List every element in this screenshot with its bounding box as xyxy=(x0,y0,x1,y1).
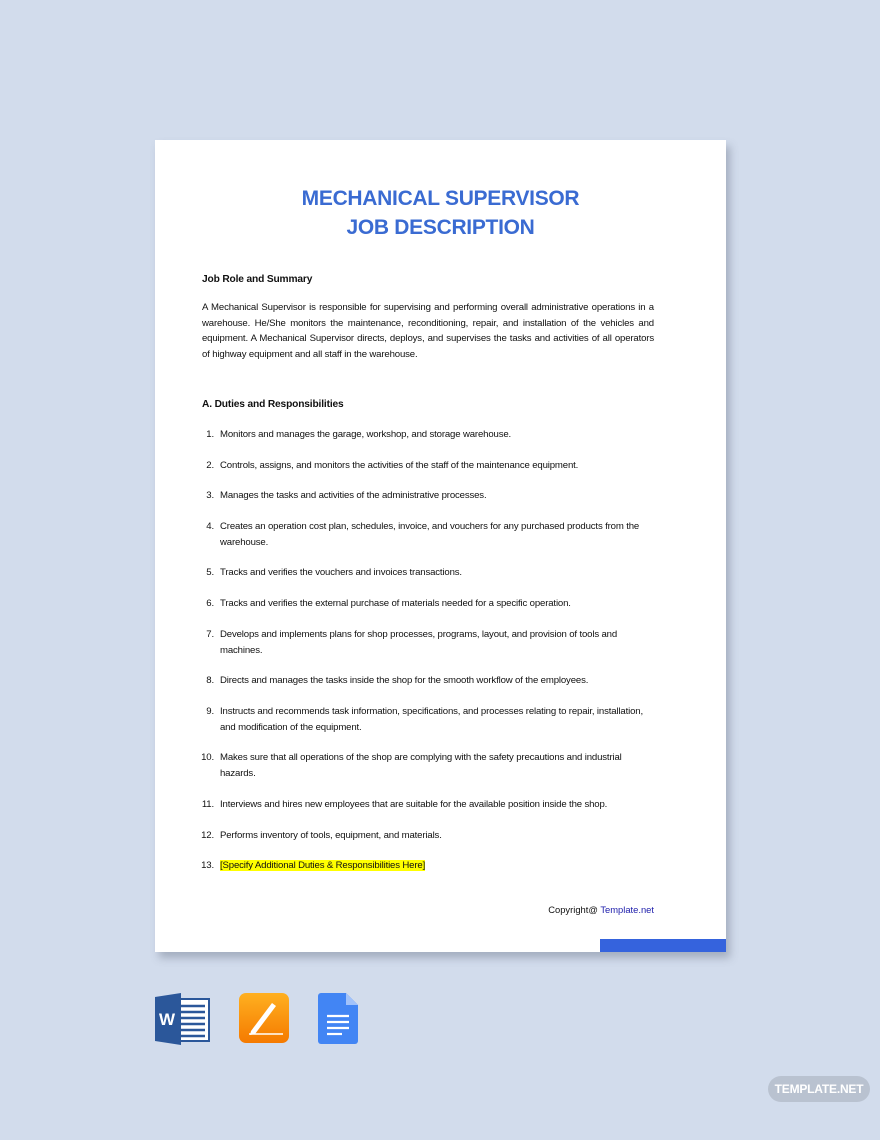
svg-text:W: W xyxy=(158,1010,176,1029)
duties-list xyxy=(202,427,654,874)
title-line-2: JOB DESCRIPTION xyxy=(346,216,535,239)
duty-number: 9. xyxy=(206,705,214,717)
document-title xyxy=(155,184,726,242)
duty-number: 10. xyxy=(201,752,214,764)
duty-text: Instructs and recommends task information, specifications, and processes relating to repair, installation, and modification of the equipment. xyxy=(220,705,643,733)
summary-text: A Mechanical Supervisor is responsible for supervising and performing overall administrative operations in a warehouse. He/She monitors the maintenance, reconditioning, repair, and installation of the vehicles and equipment. A Mechanical Supervisor directs, deploys, and supervises the tasks and activities of all operators of highway equipment and all staff in the warehouse. xyxy=(202,302,654,360)
duty-item xyxy=(202,828,654,844)
duty-item xyxy=(202,797,654,813)
duty-text: Tracks and verifies the vouchers and invoices transactions. xyxy=(220,567,462,579)
duty-item xyxy=(202,627,654,659)
duty-text: Creates an operation cost plan, schedules, invoice, and vouchers for any purchased products from the warehouse. xyxy=(220,520,640,548)
duty-number: 11. xyxy=(201,798,214,810)
duties-heading: A. Duties and Responsibilities xyxy=(202,399,344,410)
duty-number: 12. xyxy=(201,829,214,841)
title-line-1: MECHANICAL SUPERVISOR xyxy=(301,187,580,210)
copyright xyxy=(548,904,654,915)
duty-item xyxy=(202,488,654,504)
duty-number: 8. xyxy=(206,675,214,687)
duty-number: 5. xyxy=(206,567,214,579)
duty-number: 3. xyxy=(206,490,214,502)
duty-text: Controls, assigns, and monitors the activities of the staff of the maintenance equipment. xyxy=(220,459,579,471)
duty-item xyxy=(202,565,654,581)
pages-icon[interactable] xyxy=(239,993,291,1050)
duty-text: Monitors and manages the garage, workshop, and storage warehouse. xyxy=(220,429,512,440)
summary-heading: Job Role and Summary xyxy=(202,274,313,285)
duty-item xyxy=(202,458,654,474)
duty-text: Develops and implements plans for shop processes, programs, layout, and provision of tools and machines. xyxy=(220,628,618,656)
duty-text: Interviews and hires new employees that are suitable for the available position inside the shop. xyxy=(220,798,608,810)
duty-number: 13. xyxy=(201,860,214,872)
duty-item xyxy=(202,704,654,736)
duty-text: Performs inventory of tools, equipment, and materials. xyxy=(220,829,442,841)
google-docs-icon[interactable] xyxy=(318,993,360,1050)
duty-text: [Specify Additional Duties & Responsibilities Here] xyxy=(220,860,426,872)
duty-item xyxy=(202,750,654,782)
summary-section xyxy=(202,274,654,362)
copyright-link[interactable]: Template.net xyxy=(600,904,654,915)
duties-section xyxy=(202,399,654,889)
word-icon[interactable] xyxy=(155,993,211,1050)
duty-item xyxy=(202,673,654,689)
copyright-prefix: Copyright@ xyxy=(548,904,601,915)
duty-number: 2. xyxy=(206,459,214,471)
duty-item xyxy=(202,596,654,612)
duty-item xyxy=(202,519,654,551)
duty-text: Tracks and verifies the external purchase of materials needed for a specific operation. xyxy=(220,597,571,609)
duty-item xyxy=(202,427,654,443)
duty-number: 6. xyxy=(206,597,214,609)
duty-text: Manages the tasks and activities of the administrative processes. xyxy=(220,490,487,502)
duty-text: Makes sure that all operations of the shop are complying with the safety precautions and industrial hazards. xyxy=(220,752,622,780)
footer-accent-bar xyxy=(600,939,726,952)
template-net-watermark: TEMPLATE.NET xyxy=(768,1076,870,1102)
duty-number: 1. xyxy=(206,429,214,440)
duty-text: Directs and manages the tasks inside the shop for the smooth workflow of the employees. xyxy=(220,675,589,687)
document-page xyxy=(155,140,726,952)
duty-number: 7. xyxy=(206,628,214,640)
duty-item xyxy=(202,858,654,874)
duty-number: 4. xyxy=(206,520,214,532)
